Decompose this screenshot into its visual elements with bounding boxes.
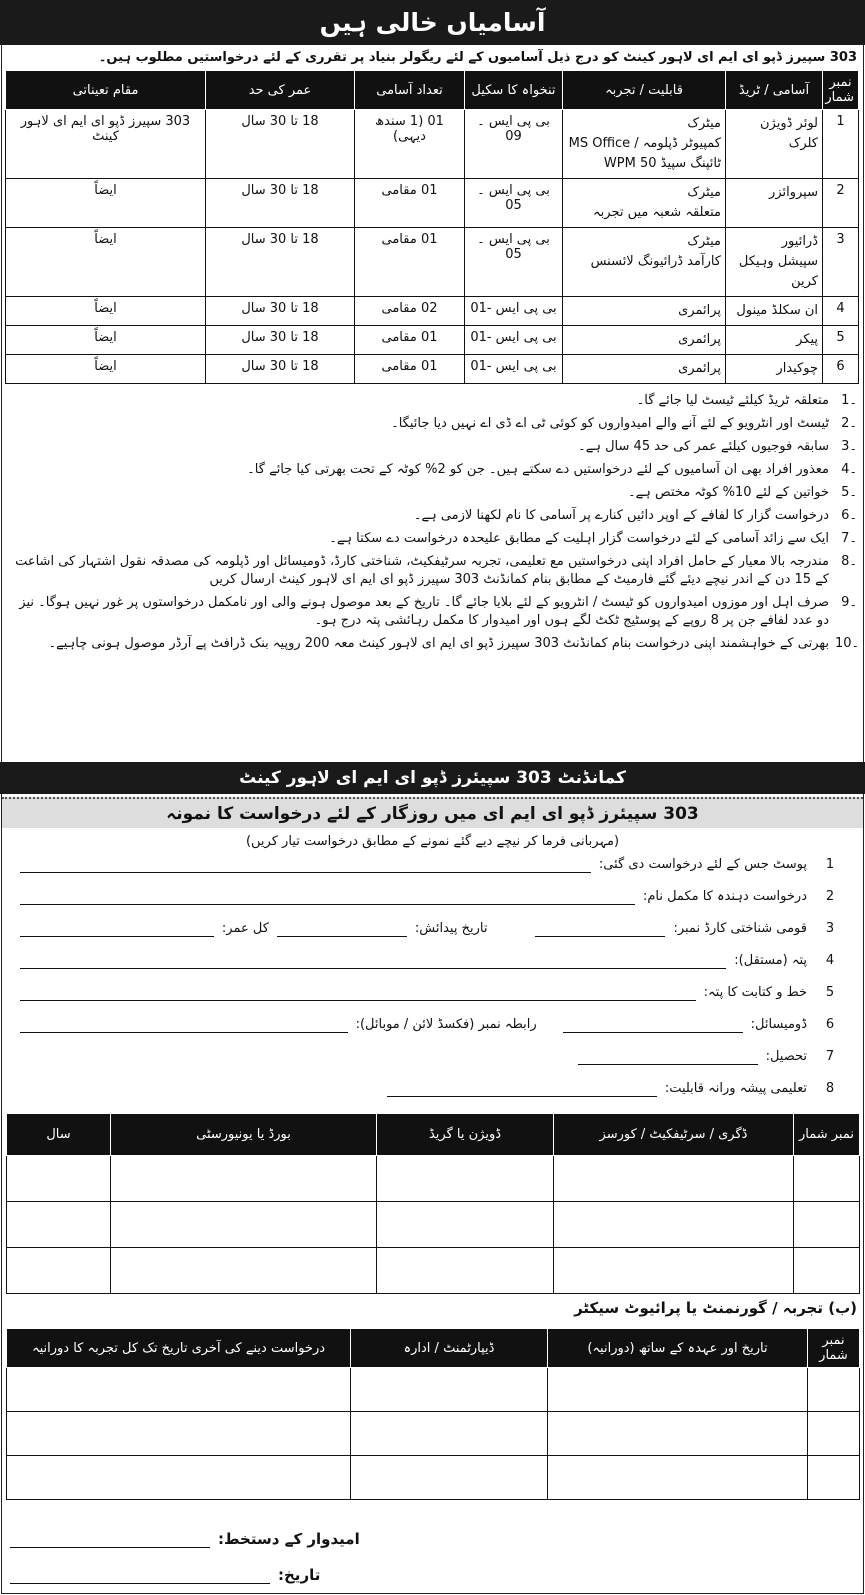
table-row — [6, 297, 859, 326]
table-cell — [563, 179, 726, 228]
table-cell — [465, 110, 563, 179]
note-item — [8, 530, 857, 548]
column-header: مقام تعیناتی — [6, 71, 206, 110]
note-item — [8, 461, 857, 479]
dob-input[interactable] — [277, 936, 407, 937]
table-cell — [563, 228, 726, 297]
table-cell — [6, 110, 206, 179]
note-item — [8, 438, 857, 456]
cell-line: 02 مقامی — [381, 301, 438, 316]
note-number: 8۔ — [841, 554, 857, 569]
table-cell — [206, 179, 355, 228]
cell-line: ایضاً — [94, 232, 117, 247]
cell-line: میٹرک — [687, 116, 721, 131]
field-label: خط و کتابت کا پتہ: — [703, 985, 807, 1000]
table-cell — [726, 228, 823, 297]
table-row — [6, 326, 859, 355]
empty-cell[interactable] — [7, 1412, 351, 1456]
empty-cell[interactable] — [808, 1456, 860, 1500]
column-header: نمبر شمار — [808, 1329, 860, 1368]
cell-line: 6 — [836, 359, 845, 374]
form-title: 303 سپیئرز ڈپو ای ایم ای میں روزگار کے لئے درخواست کا نمونہ — [2, 797, 863, 828]
cell-line: 303 سپیرز ڈپو ای ایم ای لاہور کینٹ — [20, 114, 191, 144]
tehsil-input[interactable] — [578, 1064, 758, 1065]
form-field-qualification: 8 تعلیمی پیشہ ورانہ قابلیت: — [20, 1081, 845, 1097]
vacancy-section — [0, 45, 865, 760]
empty-cell[interactable] — [808, 1412, 860, 1456]
table-row — [7, 1202, 860, 1248]
table-cell — [726, 179, 823, 228]
column-header: ڈیپارٹمنٹ / ادارہ — [351, 1329, 548, 1368]
table-cell — [6, 228, 206, 297]
address-input[interactable] — [20, 968, 726, 969]
table-cell — [823, 355, 859, 384]
cell-line: متعلقہ شعبہ میں تجربہ — [593, 205, 721, 220]
table-cell — [6, 297, 206, 326]
table-cell — [206, 326, 355, 355]
table-cell — [563, 355, 726, 384]
note-text: مندرجہ بالا معیار کے حامل افراد اپنی درخواستیں مع تعلیمی، تجربہ سرٹیفکیٹ، شناختی کارڈ، ڈومیسائل اور ڈپلومہ کی مصدقہ نقول اشتہار کی اشاعت کے 15 دن کے اندر نیچے دیئے گئے فارمیٹ کے مطابق بنام کمانڈنٹ 303 سپیرز ڈپو ای ایم ای لاہور کینٹ ارسال کریں — [15, 554, 829, 587]
note-item — [8, 415, 857, 433]
column-header: نمبر شمار — [823, 71, 859, 110]
field-label: درخواست دہندہ کا مکمل نام: — [642, 889, 807, 904]
empty-cell[interactable] — [548, 1412, 808, 1456]
date-label: تاریخ: — [278, 1566, 321, 1584]
table-row — [7, 1412, 860, 1456]
column-header: عمر کی حد — [206, 71, 355, 110]
empty-cell[interactable] — [554, 1156, 794, 1202]
cell-line: بی پی ایس -01 — [470, 301, 557, 316]
note-text: صرف اہل اور موزوں امیدواروں کو ٹیسٹ / انٹرویو کے لئے بلایا جائے گا۔ تاریخ کے بعد موصول ہونے والی اور نامکمل درخواستوں پر غور نہیں ہوگا۔ نیز دو عدد لفافے جن پر 8 روپے کے پوسٹیج ٹکٹ لگے ہوں اور امیدوار کا مکمل رہائشی پتہ درج ہو۔ — [19, 595, 829, 628]
column-header: بورڈ یا یونیورسٹی — [111, 1114, 377, 1156]
field-label: تحصیل: — [765, 1049, 807, 1064]
date-field — [10, 1566, 320, 1584]
cell-line: پرائمری — [678, 303, 721, 318]
cell-line: پرائمری — [678, 332, 721, 347]
table-cell — [726, 326, 823, 355]
table-cell — [355, 326, 465, 355]
date-input[interactable] — [10, 1583, 270, 1584]
table-cell — [355, 297, 465, 326]
note-item — [8, 392, 857, 410]
cell-line: میٹرک — [687, 185, 721, 200]
empty-cell[interactable] — [548, 1368, 808, 1412]
table-cell — [823, 297, 859, 326]
notes-list — [8, 392, 860, 653]
cell-line: 01 (1 سندھ دیہی) — [375, 114, 444, 144]
note-text: بھرتی کے خواہشمند اپنی درخواست بنام کمانڈنٹ 303 سپیرز ڈپو ای ایم ای لاہور کینٹ معہ 200 روپیہ بنک ڈرافٹ پے آرڈر موصول ہونی چاہیے۔ — [48, 636, 829, 651]
table-row — [6, 355, 859, 384]
column-header: ڈویژن یا گریڈ — [377, 1114, 554, 1156]
table-cell — [6, 326, 206, 355]
intro-text: 303 سپیرز ڈپو ای ایم ای لاہور کینٹ کو درج ذیل آسامیوں کے لئے ریگولر بنیاد پر تقرری کے لئے درخواستیں مطلوب ہیں۔ — [98, 50, 857, 65]
cell-line: سپیشل وہیکل کرین — [738, 254, 818, 289]
empty-cell[interactable] — [7, 1248, 111, 1294]
form-field-address: 4 پتہ (مستقل): — [20, 953, 845, 969]
empty-cell[interactable] — [548, 1456, 808, 1500]
empty-cell[interactable] — [7, 1156, 111, 1202]
table-cell — [823, 179, 859, 228]
table-cell — [465, 179, 563, 228]
cnic-input[interactable] — [535, 936, 665, 937]
cell-line: 1 — [836, 114, 845, 129]
commandant-banner: کمانڈنٹ 303 سپیئرز ڈپو ای ایم ای لاہور کینٹ — [0, 762, 865, 794]
column-header: تاریخ اور عہدہ کے ساتھ (دورانیہ) — [548, 1329, 808, 1368]
table-row — [7, 1156, 860, 1202]
form-field-name: 2 درخواست دہندہ کا مکمل نام: — [20, 889, 845, 905]
table-row — [7, 1248, 860, 1294]
table-row — [6, 110, 859, 179]
name-input[interactable] — [20, 904, 635, 905]
empty-cell[interactable] — [7, 1456, 351, 1500]
empty-cell[interactable] — [554, 1202, 794, 1248]
empty-cell[interactable] — [808, 1368, 860, 1412]
empty-cell[interactable] — [794, 1248, 860, 1294]
note-item — [8, 594, 857, 630]
note-item — [8, 635, 860, 653]
form-field-post: 1 پوسٹ جس کے لئے درخواست دی گئی: — [20, 857, 845, 873]
cell-line: 2 — [836, 183, 845, 198]
column-header: آسامی / ٹریڈ — [726, 71, 823, 110]
column-header: نمبر شمار — [794, 1114, 860, 1156]
table-cell — [206, 355, 355, 384]
cell-line: پرائمری — [678, 361, 721, 376]
empty-cell[interactable] — [377, 1202, 554, 1248]
table-row — [7, 1456, 860, 1500]
empty-cell[interactable] — [554, 1248, 794, 1294]
domicile-input[interactable] — [563, 1032, 743, 1033]
cell-line: 18 تا 30 سال — [241, 232, 319, 247]
cell-line: 4 — [836, 301, 845, 316]
cell-line: 5 — [836, 330, 845, 345]
field-label: تعلیمی پیشہ ورانہ قابلیت: — [664, 1081, 807, 1096]
table-cell — [6, 355, 206, 384]
cell-line: 18 تا 30 سال — [241, 359, 319, 374]
table-cell — [823, 326, 859, 355]
note-number: 9۔ — [841, 595, 857, 610]
table-cell — [206, 297, 355, 326]
empty-cell[interactable] — [7, 1202, 111, 1248]
cell-line: چوکیدار — [776, 361, 818, 376]
empty-cell[interactable] — [377, 1248, 554, 1294]
note-item — [8, 553, 857, 589]
table-cell — [563, 110, 726, 179]
cell-line: 3 — [836, 232, 845, 247]
cell-line: بی پی ایس -01 — [470, 330, 557, 345]
field-label: تاریخ پیدائش: — [414, 921, 488, 936]
note-number: 2۔ — [841, 416, 857, 431]
cell-line: ایضاً — [94, 301, 117, 316]
empty-cell[interactable] — [794, 1156, 860, 1202]
empty-cell[interactable] — [111, 1202, 377, 1248]
table-cell — [726, 297, 823, 326]
cell-line: کارآمد ڈرائیونگ لائسنس — [590, 254, 721, 269]
cell-line: لوئر ڈویژن کلرک — [759, 116, 818, 151]
empty-cell[interactable] — [351, 1456, 548, 1500]
table-cell — [465, 326, 563, 355]
age-input[interactable] — [20, 936, 214, 937]
note-text: معذور افراد بھی ان آسامیوں کے لئے درخواستیں دے سکتے ہیں۔ جن کو 2% کوٹہ کے تحت بھرتی کیا جائے گا۔ — [247, 462, 829, 477]
cell-line: پیکر — [796, 332, 818, 347]
table-cell — [6, 179, 206, 228]
signature-input[interactable] — [10, 1547, 210, 1548]
table-cell — [355, 355, 465, 384]
form-field-mailing: 5 خط و کتابت کا پتہ: — [20, 985, 845, 1001]
table-cell — [355, 228, 465, 297]
contact-input[interactable] — [20, 1032, 348, 1033]
field-label: پوسٹ جس کے لئے درخواست دی گئی: — [598, 857, 807, 872]
cell-line: بی پی ایس ۔09 — [477, 114, 550, 144]
cell-line: 18 تا 30 سال — [241, 330, 319, 345]
field-label: پتہ (مستقل): — [734, 953, 807, 968]
cell-line: 01 مقامی — [381, 330, 438, 345]
empty-cell[interactable] — [7, 1368, 351, 1412]
column-header: درخواست دینے کی آخری تاریخ تک کل تجربہ کا دورانیہ — [7, 1329, 351, 1368]
cell-line: بی پی ایس ۔05 — [477, 183, 550, 213]
mailing-address-input[interactable] — [20, 1000, 696, 1001]
cell-line: 01 مقامی — [381, 232, 438, 247]
note-text: درخواست گزار کا لفافے کے اوپر دائیں کنارے پر آسامی کا نام لکھنا لازمی ہے۔ — [413, 508, 829, 523]
table-cell — [355, 179, 465, 228]
signature-label: امیدوار کے دستخط: — [218, 1530, 360, 1548]
note-number: 5۔ — [841, 485, 857, 500]
note-number: 4۔ — [841, 462, 857, 477]
cell-line: میٹرک — [687, 234, 721, 249]
form-instructions: (مہربانی فرما کر نیچے دیے گئے نمونے کے مطابق درخواست تیار کریں) — [245, 834, 620, 849]
field-label: کل عمر: — [221, 921, 269, 936]
qualification-input[interactable] — [387, 1096, 657, 1097]
empty-cell[interactable] — [377, 1156, 554, 1202]
post-input[interactable] — [20, 872, 591, 873]
table-cell — [726, 355, 823, 384]
table-cell — [823, 110, 859, 179]
table-cell — [823, 228, 859, 297]
note-text: ایک سے زائد آسامی کے لئے درخواست گزار اہلیت کے مطابق علیحدہ درخواست دے سکتا ہے۔ — [329, 531, 829, 546]
cell-line: ایضاً — [94, 183, 117, 198]
table-cell — [465, 355, 563, 384]
empty-cell[interactable] — [111, 1156, 377, 1202]
page-title: آسامیاں خالی ہیں — [0, 0, 865, 45]
empty-cell[interactable] — [351, 1368, 548, 1412]
note-text: خواتین کے لئے 10% کوٹہ مختص ہے۔ — [627, 485, 829, 500]
note-number: 1۔ — [841, 393, 857, 408]
cell-line: 18 تا 30 سال — [241, 114, 319, 129]
column-header: قابلیت / تجربہ — [563, 71, 726, 110]
note-text: متعلقہ ٹریڈ کیلئے ٹیسٹ لیا جائے گا۔ — [636, 393, 829, 408]
note-item — [8, 507, 857, 525]
table-row — [6, 228, 859, 297]
empty-cell[interactable] — [351, 1412, 548, 1456]
note-item — [8, 484, 857, 502]
cell-line: بی پی ایس -01 — [470, 359, 557, 374]
field-label: رابطہ نمبر (فکسڈ لائن / موبائل): — [355, 1017, 537, 1032]
form-field-cnic: 3 قومی شناختی کارڈ نمبر: تاریخ پیدائش: کل عمر: — [20, 921, 845, 937]
cell-line: ان سکلڈ مینول — [736, 303, 818, 318]
cell-line: ایضاً — [94, 330, 117, 345]
experience-table — [6, 1328, 860, 1500]
note-text: سابقہ فوجیوں کیلئے عمر کی حد 45 سال ہے۔ — [578, 439, 829, 454]
vacancies-table — [5, 70, 859, 384]
table-cell — [465, 228, 563, 297]
table-cell — [206, 110, 355, 179]
table-cell — [355, 110, 465, 179]
table-cell — [465, 297, 563, 326]
column-header: ڈگری / سرٹیفکیٹ / کورسز — [554, 1114, 794, 1156]
column-header: تعداد آسامی — [355, 71, 465, 110]
field-label: ڈومیسائل: — [750, 1017, 807, 1032]
cell-line: 18 تا 30 سال — [241, 183, 319, 198]
education-table — [6, 1113, 860, 1294]
form-field-tehsil: 7 تحصیل: — [20, 1049, 845, 1065]
cell-line: ڈرائیور — [781, 234, 818, 249]
note-number: 3۔ — [841, 439, 857, 454]
form-field-domicile: 6 ڈومیسائل: رابطہ نمبر (فکسڈ لائن / موبائل): — [20, 1017, 845, 1033]
cell-line: بی پی ایس ۔05 — [477, 232, 550, 262]
table-cell — [563, 326, 726, 355]
note-number: 10۔ — [835, 636, 860, 651]
note-text: ٹیسٹ اور انٹرویو کے لئے آنے والے امیدواروں کو کوئی ٹی اے ڈی اے نہیں دیا جائیگا۔ — [391, 416, 829, 431]
field-label: قومی شناختی کارڈ نمبر: — [673, 921, 807, 936]
column-header: سال — [7, 1114, 111, 1156]
experience-title: (ب) تجربہ / گورنمنٹ یا پرائیوٹ سیکٹر — [574, 1299, 857, 1317]
cell-line: ٹائپنگ سپیڈ 50 WPM — [603, 156, 721, 171]
table-row — [6, 179, 859, 228]
cell-line: 01 مقامی — [381, 183, 438, 198]
empty-cell[interactable] — [111, 1248, 377, 1294]
cell-line: ایضاً — [94, 359, 117, 374]
empty-cell[interactable] — [794, 1202, 860, 1248]
signature-field — [10, 1530, 360, 1548]
table-cell — [563, 297, 726, 326]
table-row — [7, 1368, 860, 1412]
cell-line: 18 تا 30 سال — [241, 301, 319, 316]
cell-line: کمپیوٹر ڈپلومہ / MS Office — [568, 136, 721, 151]
note-number: 6۔ — [841, 508, 857, 523]
table-cell — [726, 110, 823, 179]
table-cell — [206, 228, 355, 297]
cell-line: 01 مقامی — [381, 359, 438, 374]
cell-line: سپروائزر — [769, 185, 818, 200]
column-header: تنخواہ کا سکیل — [465, 71, 563, 110]
note-number: 7۔ — [841, 531, 857, 546]
